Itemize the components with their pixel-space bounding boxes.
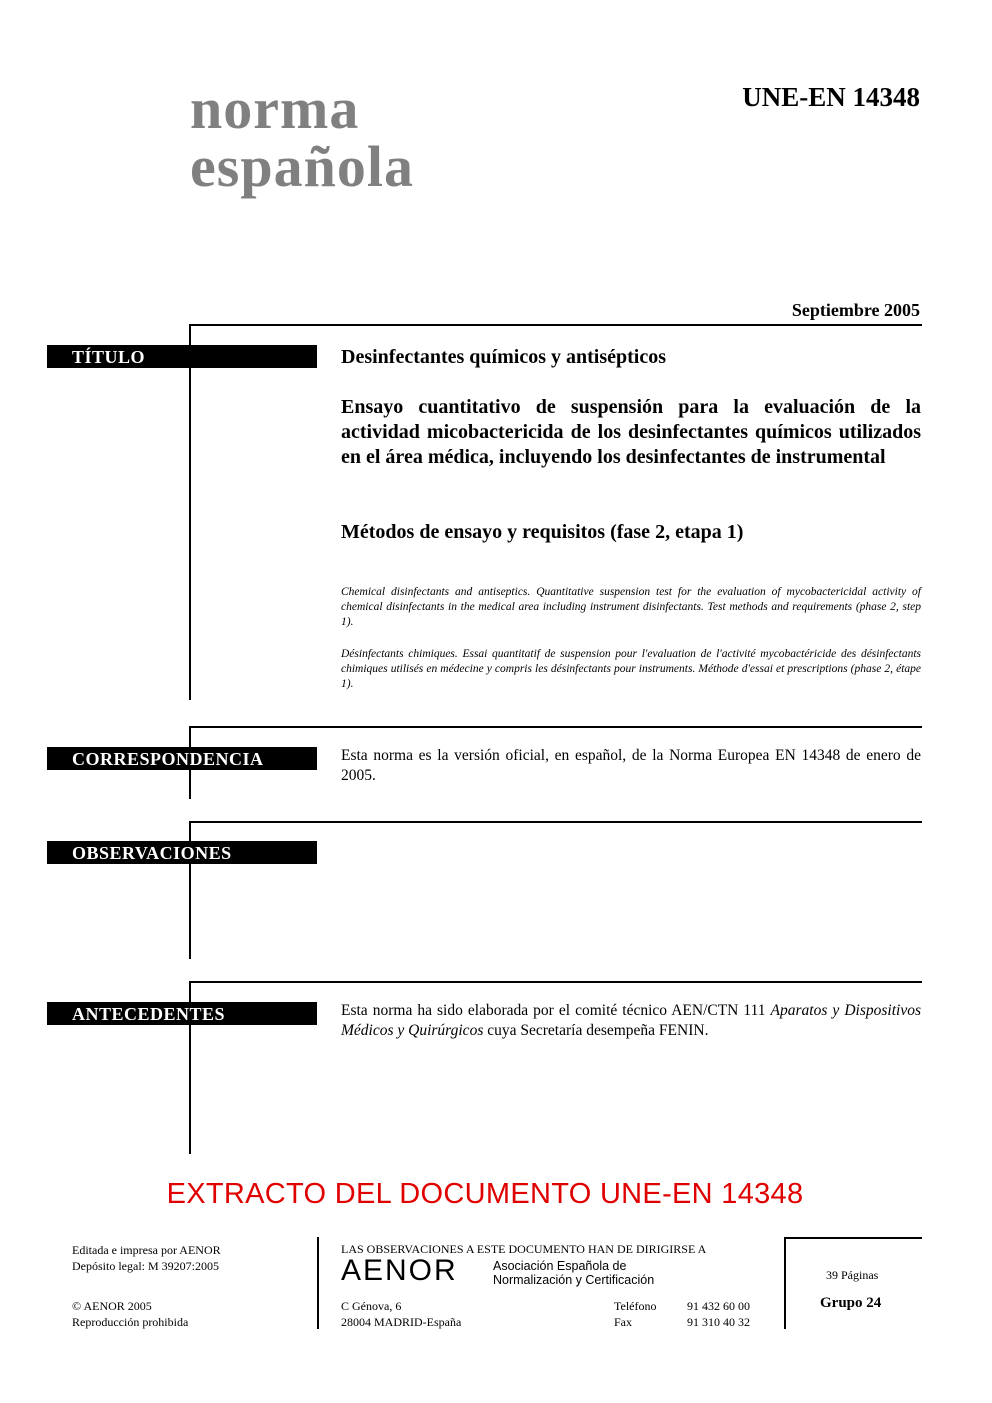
title-english: Chemical disinfectants and antiseptics. Quantitative suspension test for the evaluation of mycobactericidal activity of chemical disinfectants in the medical area including instrument disinfectants. Test methods and requirements (phase 2, step 1). — [341, 586, 921, 628]
observaciones-top-rule — [189, 821, 922, 823]
address-line-2: 28004 MADRID-España — [341, 1315, 462, 1329]
aenor-name-line-2: Normalización y Certificación — [493, 1273, 655, 1287]
publication-date: Septiembre 2005 — [791, 300, 920, 320]
contact-labels — [614, 1298, 656, 1330]
norma-line-1: norma — [190, 76, 360, 141]
antecedentes-text — [341, 1001, 921, 1041]
footer-divider-right — [784, 1237, 786, 1329]
price-group: Grupo 24 — [820, 1295, 882, 1311]
aenor-address — [341, 1298, 461, 1330]
footer-deposit: Depósito legal: M 39207:2005 — [72, 1259, 219, 1273]
title-long: Ensayo cuantitativo de suspensión para la evaluación de la actividad micobactericida de los desinfectantes químicos utilizados en el área médica, incluyendo los desinfectantes de instrumental — [341, 396, 921, 468]
antecedentes-label: ANTECEDENTES — [47, 1002, 317, 1025]
standard-code: UNE-EN 14348 — [742, 82, 920, 112]
page-count: 39 Páginas — [826, 1268, 879, 1282]
aenor-logo: AENOR — [341, 1254, 458, 1287]
address-line-1: C Génova, 6 — [341, 1299, 402, 1313]
aenor-name-line-1: Asociación Española de — [493, 1259, 627, 1273]
antecedentes-top-rule — [189, 981, 922, 983]
title-methods: Métodos de ensayo y requisitos (fase 2, etapa 1) — [341, 521, 744, 543]
footer-copyright: © AENOR 2005 — [72, 1299, 152, 1313]
correspondencia-label: CORRESPONDENCIA — [47, 747, 317, 770]
footer-rights — [72, 1298, 188, 1330]
phone-number: 91 432 60 00 — [687, 1299, 750, 1313]
fax-label: Fax — [614, 1315, 632, 1329]
footer-box-top-rule — [784, 1237, 922, 1239]
correspondencia-top-rule — [189, 726, 922, 728]
footer-divider-left — [317, 1237, 319, 1329]
titulo-top-rule — [189, 324, 922, 326]
aenor-full-name — [493, 1259, 654, 1287]
footer-observations-note: LAS OBSERVACIONES A ESTE DOCUMENTO HAN DE DIRIGIRSE A — [341, 1242, 707, 1256]
footer-edited: Editada e impresa por AENOR — [72, 1243, 221, 1257]
titulo-side-rule — [189, 324, 191, 700]
antecedentes-text-end: cuya Secretaría desempeña FENIN. — [483, 1022, 709, 1039]
title-french: Désinfectants chimiques. Essai quantitatif de suspension pour l'evaluation de l'activité mycobactéricide des désinfectants chimiques utilisés en médecine y compris les désinfectants pour instruments. Méthode d'essai et prescriptions (phase 2, étape 1). — [341, 648, 921, 690]
antecedentes-committee-name: Aparatos y Dispositivos Médicos y Quirúrgicos — [341, 1002, 921, 1039]
correspondencia-text: Esta norma es la versión oficial, en español, de la Norma Europea EN 14348 de enero de 2005. — [341, 747, 921, 784]
title-main: Desinfectantes químicos y antisépticos — [341, 346, 666, 368]
fax-number: 91 310 40 32 — [687, 1315, 750, 1329]
observaciones-label: OBSERVACIONES — [47, 841, 317, 864]
extract-watermark: EXTRACTO DEL DOCUMENTO UNE-EN 14348 — [166, 1178, 804, 1210]
antecedentes-text-start: Esta norma ha sido elaborada por el comité técnico AEN/CTN 111 — [341, 1002, 771, 1019]
footer-publisher — [72, 1242, 221, 1274]
titulo-label: TÍTULO — [47, 345, 317, 368]
norma-line-2: española — [190, 134, 414, 199]
contact-numbers — [687, 1298, 750, 1330]
footer-reproduction: Reproducción prohibida — [72, 1315, 189, 1329]
phone-label: Teléfono — [614, 1299, 657, 1313]
norma-espanola-title — [190, 76, 414, 199]
